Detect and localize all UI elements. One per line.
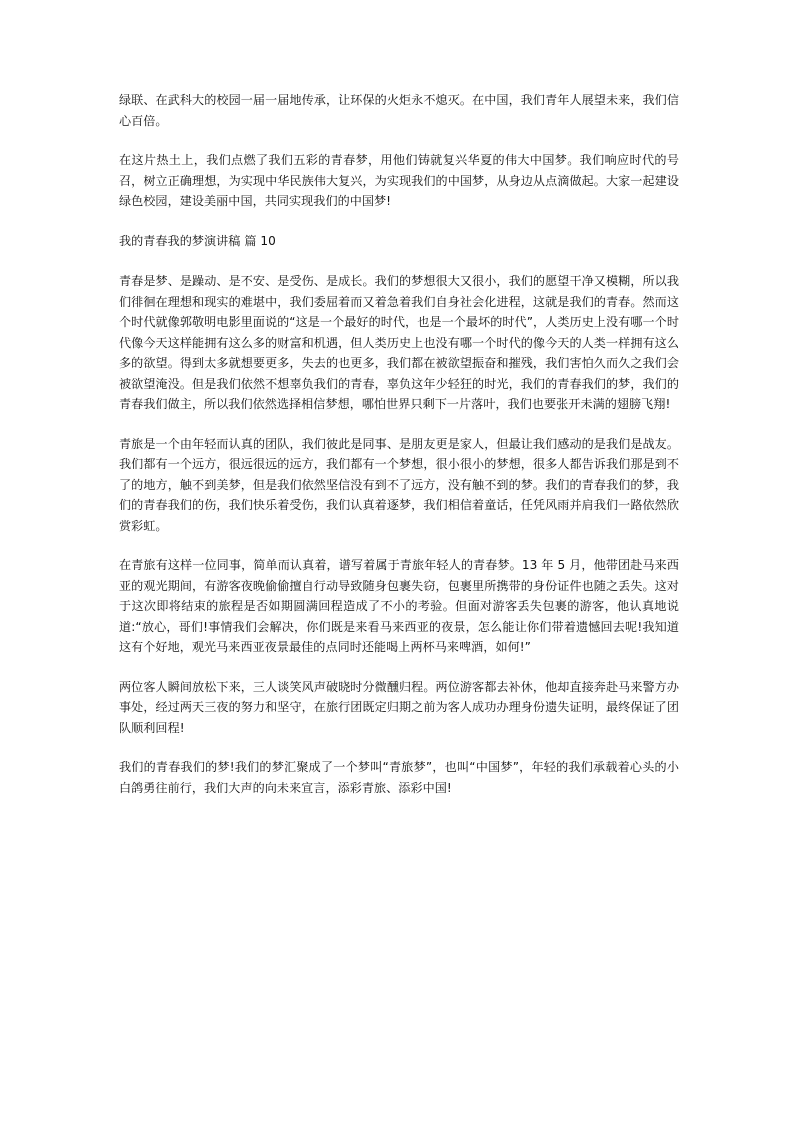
paragraph: 青春是梦、是躁动、是不安、是受伤、是成长。我们的梦想很大又很小，我们的愿望干净又模糊，所以我们徘徊在理想和现实的难堪中，我们委屈着而又着急着我们自身社会化进程，这就是我们的青春。然而这个时代就像郭敬明电影里面说的“这是一个最好的时代，也是一个最坏的时代”，人类历史上没有哪一个时代像今天这样能拥有这么多的财富和机遇，但人类历史上也没有哪一个时代的像今天的人类一样拥有这么多的欲望。得到太多就想要更多，失去的也更多，我们都在被欲望振奋和摧残，我们害怕久而久之我们会被欲望淹没。但是我们依然不想辜负我们的青春，辜负这年少轻狂的时光，我们的青春我们的梦，我们的青春我们做主，所以我们依然选择相信梦想，哪怕世界只剩下一片落叶，我们也要张开未满的翅膀飞翔! xyxy=(119,274,679,411)
paragraph: 青旅是一个由年轻而认真的团队，我们彼此是同事、是朋友更是家人，但最让我们感动的是我们是战友。我们都有一个远方，很远很远的远方，我们都有一个梦想，很小很小的梦想，很多人都告诉我们那是到不了的地方，触不到美梦，但是我们依然坚信没有到不了远方，没有触不到的梦。我们的青春我们的梦，我们的青春我们的伤，我们快乐着受伤，我们认真着逐梦，我们相信着童话，任凭风雨并肩我们一路依然欣赏彩虹。 xyxy=(119,436,679,533)
document-body xyxy=(119,90,679,817)
paragraph: 在青旅有这样一位同事，简单而认真着，谱写着属于青旅年轻人的青春梦。13 年 5 月，他带团赴马来西亚的观光期间，有游客夜晚偷偷擅自行动导致随身包裹失窃，包裹里所携带的身份证件也随之丢失。这对于这次即将结束的旅程是否如期圆满回程造成了不小的考验。但面对游客丢失包裹的游客，他认真地说道:“放心，哥们!事情我们会解决，你们既是来看马来西亚的夜景，怎么能让你们带着遗憾回去呢!我知道这有个好地，观光马来西亚夜景最佳的点同时还能喝上两杯马来啤酒，如何!” xyxy=(119,558,679,654)
paragraph: 两位客人瞬间放松下来，三人谈笑风声破晓时分微醺归程。两位游客都去补休，他却直接奔赴马来警方办事处，经过两天三夜的努力和坚守，在旅行团既定归期之前为客人成功办理身份遗失证明，最终保证了团队顺利回程! xyxy=(119,679,679,735)
paragraph: 在这片热土上，我们点燃了我们五彩的青春梦，用他们铸就复兴华夏的伟大中国梦。我们响应时代的号召，树立正确理想，为实现中华民族伟大复兴，为实现我们的中国梦，从身边从点滴做起。大家一起建设绿色校园，建设美丽中国，共同实现我们的中国梦! xyxy=(119,153,679,208)
paragraph: 绿联、在武科大的校园一届一届地传承，让环保的火炬永不熄灭。在中国，我们青年人展望未来，我们信心百倍。 xyxy=(119,93,679,128)
paragraph: 我们的青春我们的梦!我们的梦汇聚成了一个梦叫“青旅梦”，也叫“中国梦”，年轻的我们承载着心头的小白鸽勇往前行，我们大声的向未来宣言，添彩青旅、添彩中国! xyxy=(119,760,679,795)
section-heading: 我的青春我的梦演讲稿 篇 10 xyxy=(119,233,276,248)
